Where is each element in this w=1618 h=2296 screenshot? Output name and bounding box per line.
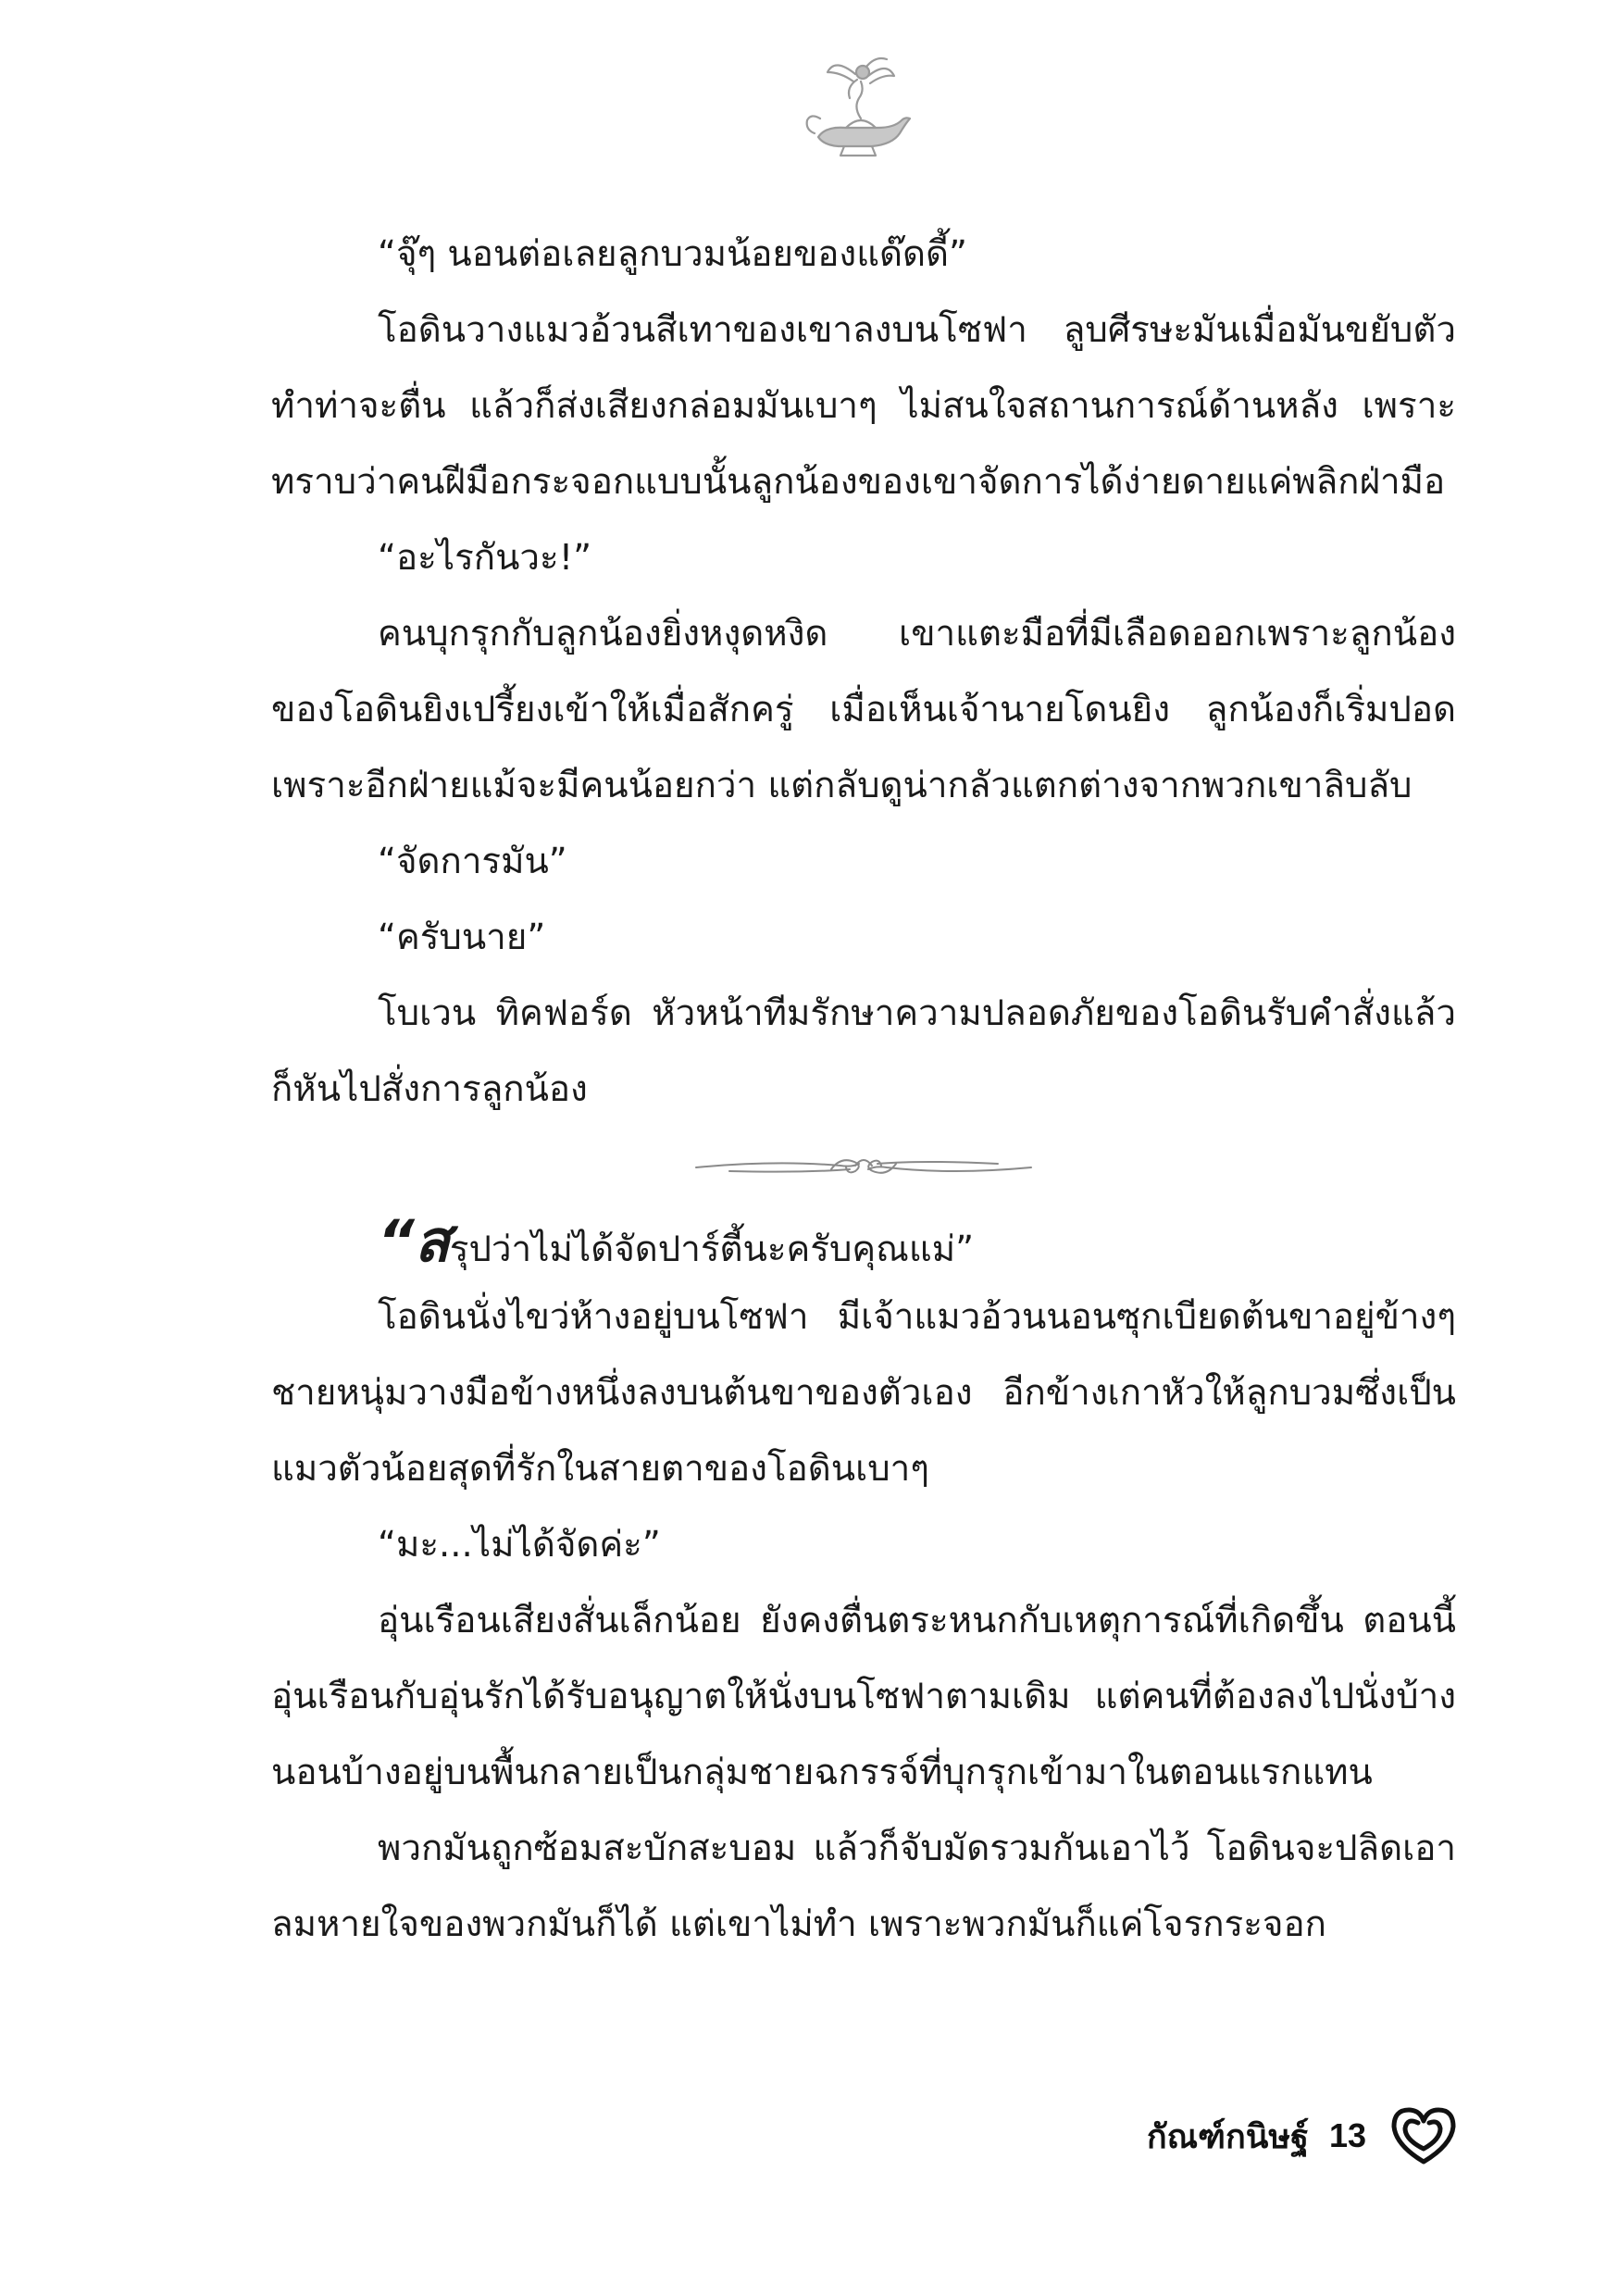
author-name: กัณฑ์กนิษฐ์: [1146, 2117, 1309, 2156]
paragraph: โอดินวางแมวอ้วนสีเทาของเขาลงบนโซฟา ลูบศีรษะมันเมื่อมันขยับตัวทำท่าจะตื่น แล้วก็ส่งเสียงกล่อมมันเบาๆ ไม่สนใจสถานการณ์ด้านหลัง เพราะทราบว่าคนฝีมือกระจอกแบบนั้นลูกน้องของเขาจัดการได้ง่ายดายแค่พลิกฝ่ามือ: [271, 309, 1456, 503]
paragraph: “จัดการมัน”: [378, 841, 567, 882]
flourish-divider-icon: [692, 1147, 1035, 1184]
paragraph: พวกมันถูกซ้อมสะบักสะบอม แล้วก็จับมัดรวมกันเอาไว้ โอดินจะปลิดเอาลมหายใจของพวกมันก็ได้ แต่เขาไม่ทำ เพราะพวกมันก็แค่โจรกระจอก: [271, 1828, 1456, 1945]
drop-quote: “: [378, 1207, 415, 1275]
page-footer: [1147, 2094, 1461, 2177]
paragraph: โบเวน ทิคฟอร์ด หัวหน้าทีมรักษาความปลอดภัยของโอดินรับคำสั่งแล้วก็หันไปสั่งการลูกน้อง: [271, 992, 1456, 1110]
opening-line-text: รุปว่าไม่ได้จัดปาร์ตี้นะครับคุณแม่”: [449, 1229, 975, 1270]
paragraph: “ครับนาย”: [378, 917, 546, 958]
page-number: 13: [1328, 2116, 1366, 2154]
paragraph: “อะไรกันวะ!”: [378, 537, 592, 579]
chapter-opening-line: [271, 1204, 1456, 1279]
paragraph: “มะ...ไม่ได้จัดค่ะ”: [378, 1524, 661, 1566]
paragraph: “จุ๊ๆ นอนต่อเลยลูกบวมน้อยของแด๊ดดี้”: [378, 233, 967, 275]
drop-letter: ส: [414, 1207, 450, 1275]
body-text: [271, 217, 1456, 1963]
scene-divider: [271, 1128, 1456, 1204]
double-heart-icon: [1387, 2103, 1461, 2169]
lamp-with-fairy-icon: [798, 52, 918, 161]
paragraph: อุ่นเรือนเสียงสั่นเล็กน้อย ยังคงตื่นตระหนกกับเหตุการณ์ที่เกิดขึ้น ตอนนี้อุ่นเรือนกับอุ่นรักได้รับอนุญาตให้นั่งบนโซฟาตามเดิม แต่คนที่ต้องลงไปนั่งบ้างนอนบ้างอยู่บนพื้นกลายเป็นกลุ่มชายฉกรรจ์ที่บุกรุกเข้ามาในตอนแรกแทน: [271, 1600, 1456, 1793]
paragraph: คนบุกรุกกับลูกน้องยิ่งหงุดหงิด เขาแตะมือที่มีเลือดออกเพราะลูกน้องของโอดินยิงเปรี้ยงเข้าให้เมื่อสักครู่ เมื่อเห็นเจ้านายโดนยิง ลูกน้องก็เริ่มปอด เพราะอีกฝ่ายแม้จะมีคนน้อยกว่า แต่กลับดูน่ากลัวแตกต่างจากพวกเขาลิบลับ: [271, 613, 1456, 806]
paragraph: โอดินนั่งไขว่ห้างอยู่บนโซฟา มีเจ้าแมวอ้วนนอนซุกเบียดต้นขาอยู่ข้างๆ ชายหนุ่มวางมือข้างหนึ่งลงบนต้นขาของตัวเอง อีกข้างเกาหัวให้ลูกบวมซึ่งเป็นแมวตัวน้อยสุดที่รักในสายตาของโอดินเบาๆ: [271, 1296, 1456, 1490]
